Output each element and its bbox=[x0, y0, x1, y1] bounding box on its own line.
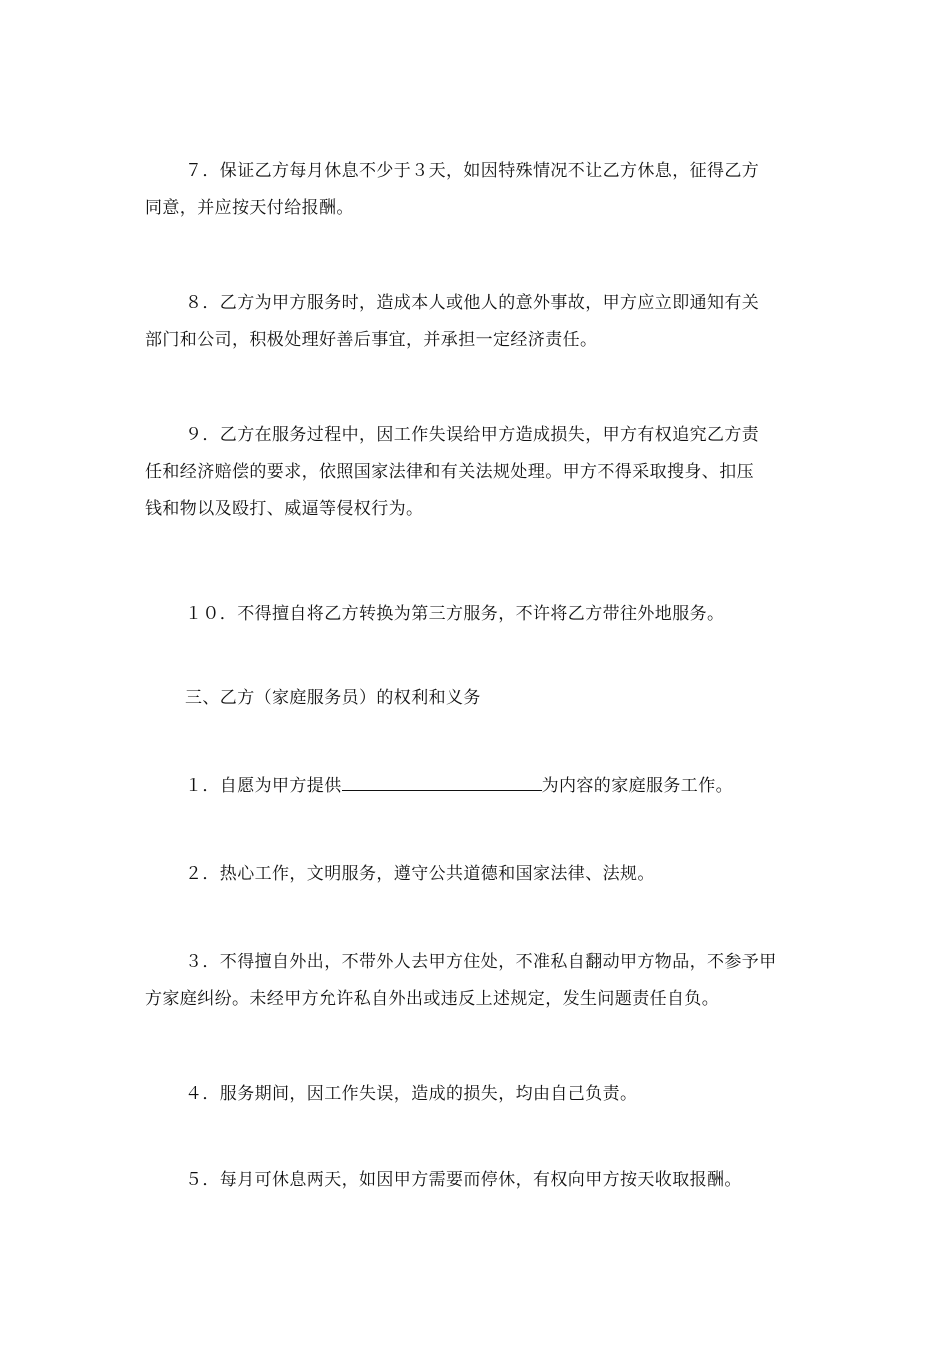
section-3-heading-line: 三、乙方（家庭服务员）的权利和义务 bbox=[185, 688, 481, 708]
duty-1-line-1: １．自愿为甲方提供 为内容的家庭服务工作。 bbox=[185, 776, 734, 796]
duty-5 bbox=[145, 1162, 810, 1199]
clause-8-line-1: ８．乙方为甲方服务时，造成本人或他人的意外事故，甲方应立即通知有关 bbox=[185, 293, 760, 313]
clause-10 bbox=[145, 596, 810, 633]
duty-3 bbox=[145, 944, 810, 1018]
clause-9 bbox=[145, 417, 810, 528]
duty-2-line-1: ２．热心工作，文明服务，遵守公共道德和国家法律、法规。 bbox=[185, 864, 655, 884]
clause-7-line-2: 同意，并应按天付给报酬。 bbox=[145, 198, 354, 218]
clause-10-line-1: １０．不得擅自将乙方转换为第三方服务，不许将乙方带往外地服务。 bbox=[185, 604, 725, 624]
duty-1 bbox=[145, 768, 810, 805]
duty-3-line-2: 方家庭纠纷。未经甲方允许私自外出或违反上述规定，发生问题责任自负。 bbox=[145, 989, 720, 1009]
clause-8 bbox=[145, 285, 810, 359]
duty-3-line-1: ３．不得擅自外出，不带外人去甲方住处，不准私自翻动甲方物品，不参予甲 bbox=[185, 952, 777, 972]
clause-9-line-2: 任和经济赔偿的要求，依照国家法律和有关法规处理。甲方不得采取搜身、扣压 bbox=[145, 462, 754, 482]
clause-7 bbox=[145, 153, 810, 227]
clause-8-line-2: 部门和公司，积极处理好善后事宜，并承担一定经济责任。 bbox=[145, 330, 598, 350]
section-3-heading bbox=[145, 680, 810, 717]
fill-in-blank bbox=[342, 776, 542, 791]
clause-7-line-1: ７．保证乙方每月休息不少于３天，如因特殊情况不让乙方休息，征得乙方 bbox=[185, 161, 760, 181]
duty-2 bbox=[145, 856, 810, 893]
duty-5-line-1: ５．每月可休息两天，如因甲方需要而停休，有权向甲方按天收取报酬。 bbox=[185, 1170, 742, 1190]
duty-4 bbox=[145, 1076, 810, 1113]
clause-9-line-3: 钱和物以及殴打、威逼等侵权行为。 bbox=[145, 499, 424, 519]
clause-9-line-1: ９．乙方在服务过程中，因工作失误给甲方造成损失，甲方有权追究乙方责 bbox=[185, 425, 760, 445]
duty-4-line-1: ４．服务期间，因工作失误，造成的损失，均由自己负责。 bbox=[185, 1084, 638, 1104]
